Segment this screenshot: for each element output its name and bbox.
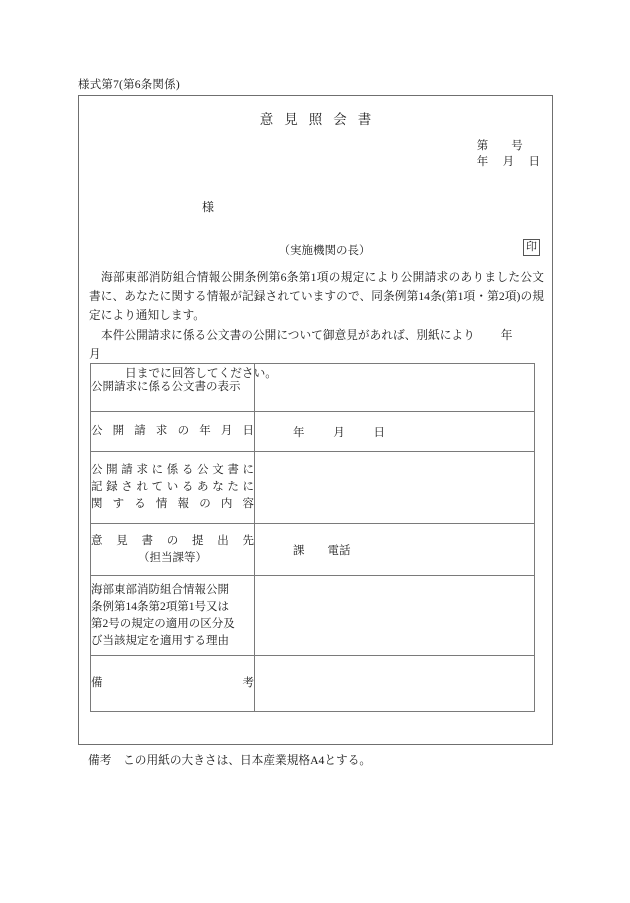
- form-table: [90, 363, 535, 712]
- page-title: 意見照会書: [259, 112, 383, 127]
- issuing-authority-label: （実施機関の長）: [278, 245, 371, 257]
- document-number-line: 第 号: [476, 140, 523, 152]
- form-frame-inner: [79, 96, 552, 744]
- body-paragraph-2-year: 年: [500, 329, 513, 342]
- table-row: [91, 656, 535, 712]
- row-value-submission-target[interactable]: [255, 524, 535, 576]
- body-paragraph-2-line2: 日までに回答してください。: [125, 367, 277, 380]
- label-line: 公開請求に係る公文書の表示: [91, 381, 241, 393]
- document-date-line: 年 月 日: [476, 156, 540, 168]
- label-line: 意見書の提出先: [91, 534, 254, 547]
- row-label-recorded-info: [91, 452, 255, 524]
- document-number-block: [477, 138, 540, 170]
- table-row: [91, 452, 535, 524]
- table-row: [91, 576, 535, 656]
- body-paragraph-2-month: 月: [89, 348, 101, 361]
- body-paragraph-1: 海部東部消防組合情報公開条例第6条第1項の規定により公開請求のありました公文書に、あなたに関する情報が記録されていますので、同条例第14条(第1項・第2項)の規定により通知します。: [89, 271, 544, 322]
- row-value-provision-reason[interactable]: [255, 576, 535, 656]
- row-label-request-date: [91, 412, 255, 452]
- issuing-authority-row: [79, 242, 552, 262]
- form-outer-frame: [78, 95, 553, 745]
- row-value-remarks[interactable]: [255, 656, 535, 712]
- label-line: 海部東部消防組合情報公開: [91, 583, 229, 596]
- label-line: 第2号の規定の適用の区分及: [91, 617, 235, 630]
- addressee-suffix: 様: [202, 200, 215, 214]
- table-row: [91, 364, 535, 412]
- table-row: [91, 412, 535, 452]
- row-value-request-date[interactable]: [255, 412, 535, 452]
- label-line: （担当課等）: [138, 551, 207, 564]
- value-text: 年 月 日: [293, 426, 385, 439]
- footer-note: 備考 この用紙の大きさは、日本産業規格A4とする。: [88, 754, 372, 767]
- label-line: び当該規定を適用する理由: [91, 634, 229, 647]
- label-line: 公開請求の年月日: [91, 425, 254, 437]
- value-text: 課 電話: [293, 544, 351, 557]
- label-line: 関する情報の内容: [91, 498, 254, 510]
- form-number-label: 様式第7(第6条関係): [78, 79, 180, 91]
- form-table-body: [91, 364, 535, 712]
- row-value-recorded-info[interactable]: [255, 452, 535, 524]
- seal-stamp-box: 印: [523, 239, 540, 256]
- label-line: 公開請求に係る公文書に: [91, 464, 254, 476]
- row-label-remarks: [91, 656, 255, 712]
- label-line: 条例第14条第2項第1号又は: [91, 600, 229, 613]
- row-label-submission-target: [91, 524, 255, 576]
- row-label-provision-reason: [91, 576, 255, 656]
- label-line: 記録されているあなたに: [91, 481, 254, 493]
- row-value-document-display[interactable]: [255, 364, 535, 412]
- body-paragraph-2-text: 本件公開請求に係る公文書の公開について御意見があれば、別紙により: [101, 329, 475, 342]
- label-line: 備考: [91, 677, 254, 689]
- row-label-document-display: [91, 364, 255, 412]
- table-row: [91, 524, 535, 576]
